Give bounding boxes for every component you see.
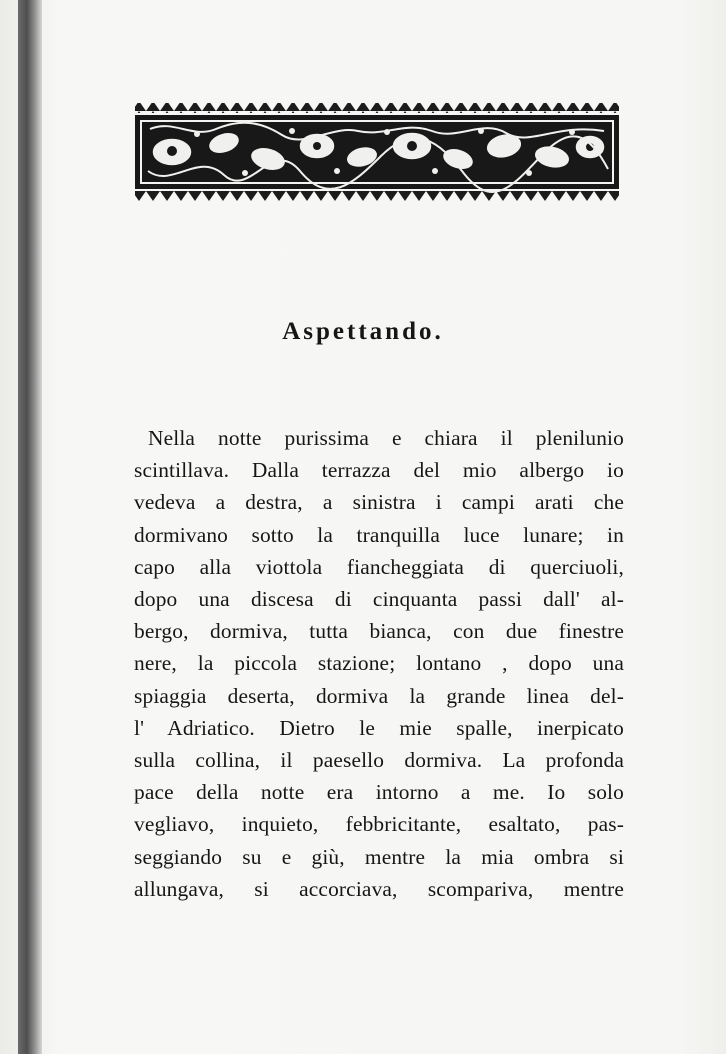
body-line: bergo, dormiva, tutta bianca, con due finestre bbox=[134, 619, 624, 644]
body-line: vegliavo, inquieto, febbricitante, esaltato, pas- bbox=[134, 812, 624, 837]
body-line: seggiando su e giù, mentre la mia ombra si bbox=[134, 844, 624, 869]
body-line: pace della notte era intorno a me. Io solo bbox=[134, 780, 624, 805]
body-line: dopo una discesa di cinquanta passi dall' al- bbox=[134, 587, 624, 612]
body-line: allungava, si accorciava, scompariva, mentre bbox=[134, 876, 624, 901]
body-line: Nella notte purissima e chiara il plenilunio bbox=[148, 426, 624, 450]
chapter-title: Aspettando. bbox=[282, 318, 444, 345]
chapter-body bbox=[134, 422, 624, 905]
body-line: l' Adriatico. Dietro le mie spalle, inerpicato bbox=[134, 715, 624, 740]
body-line: scintillava. Dalla terrazza del mio albergo io bbox=[134, 458, 624, 483]
body-line: nere, la piccola stazione; lontano , dopo una bbox=[134, 651, 624, 676]
floral-border-ornament-icon bbox=[132, 101, 622, 203]
body-line: capo alla viottola fiancheggiata di querciuoli, bbox=[134, 554, 624, 579]
body-line: spiaggia deserta, dormiva la grande linea del- bbox=[134, 683, 624, 708]
body-line: sulla collina, il paesello dormiva. La profonda bbox=[134, 748, 624, 773]
book-spine-shadow bbox=[18, 0, 42, 1054]
body-line: vedeva a destra, a sinistra i campi arati che bbox=[134, 490, 624, 515]
body-line: dormivano sotto la tranquilla luce lunare; in bbox=[134, 522, 624, 547]
